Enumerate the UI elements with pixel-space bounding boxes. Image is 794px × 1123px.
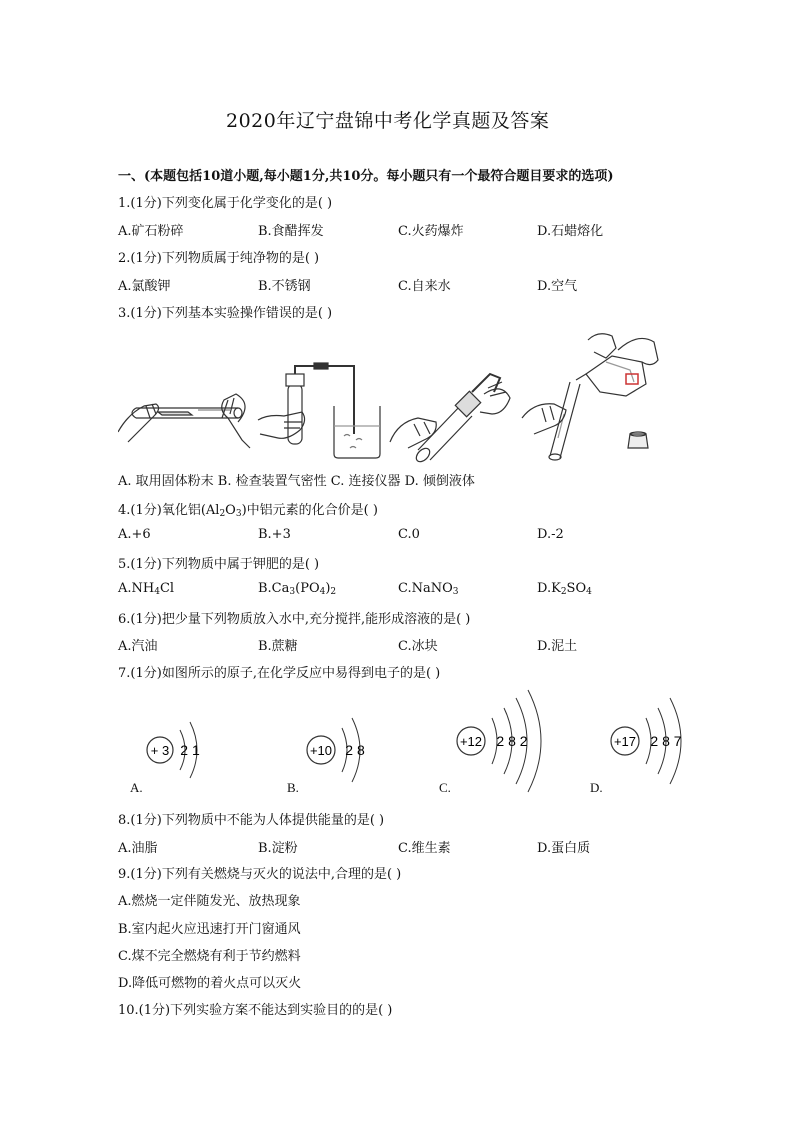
question-4-option-d: D.-2 — [537, 527, 564, 542]
question-4-option-c: C.0 — [398, 527, 420, 542]
question-9-option-b: B.室内起火应迅速打开门窗通风 — [118, 922, 301, 937]
question-5-option-d: $D.K_2SO_4$ — [537, 581, 592, 597]
atom-c-nucleus: +12 — [459, 734, 483, 749]
section-header: 一、(本题包括10道小题,每小题1分,共10分。每小题只有一个最符合题目要求的选项) — [118, 169, 614, 184]
atom-b-electrons: 2 8 — [345, 742, 365, 758]
pouring-liquid-illustration — [522, 334, 658, 460]
question-8-option-b: B.淀粉 — [258, 841, 298, 856]
question-3-stem: 3.(1分)下列基本实验操作错误的是( ) — [118, 306, 333, 321]
question-7-stem: 7.(1分)如图所示的原子,在化学反应中易得到电子的是( ) — [118, 666, 441, 681]
question-8-stem: 8.(1分)下列物质中不能为人体提供能量的是( ) — [118, 813, 385, 828]
question-9-option-c: C.煤不完全燃烧有利于节约燃料 — [118, 949, 301, 964]
atom-b-nucleus: +10 — [309, 743, 333, 758]
question-4-option-a: A.+6 — [118, 527, 151, 542]
question-9-option-a: A.燃烧一定伴随发光、放热现象 — [118, 894, 301, 909]
question-10-stem: 10.(1分)下列实验方案不能达到实验目的的是( ) — [118, 1003, 393, 1018]
question-9-stem: 9.(1分)下列有关燃烧与灭火的说法中,合理的是( ) — [118, 867, 402, 882]
atom-c-electrons: 2 8 2 — [496, 733, 528, 749]
atom-d-nucleus: +17 — [613, 734, 637, 749]
atom-d-label: D. — [590, 780, 603, 795]
question-1-stem: 1.(1分)下列变化属于化学变化的是( ) — [118, 196, 333, 211]
question-2-option-a: A.氯酸钾 — [118, 279, 171, 294]
atom-d-electrons: 2 8 7 — [650, 733, 682, 749]
question-1-option-c: C.火药爆炸 — [398, 224, 464, 239]
atom-c-label: C. — [439, 780, 451, 795]
question-4-stem: 4.(1分)氧化铝$(Al_2O_3)$中铝元素的化合价是( ) — [118, 503, 378, 519]
atom-a-electrons: 2 1 — [180, 742, 200, 758]
atom-structure-figure — [118, 686, 698, 802]
question-5-option-c: C.NaNO$_3$ — [398, 581, 459, 597]
question-9-option-d: D.降低可燃物的着火点可以灭火 — [118, 976, 302, 991]
question-4-option-b: B.+3 — [258, 527, 291, 542]
lab-operations-figure — [118, 322, 678, 468]
question-6-option-b: B.蔗糖 — [258, 639, 298, 654]
question-6-option-a: A.汽油 — [118, 639, 158, 654]
atom-a-label: A. — [130, 780, 143, 795]
question-1-option-b: B.食醋挥发 — [258, 224, 324, 239]
atom-diagram-d — [611, 698, 682, 784]
atom-diagram-c — [457, 690, 541, 792]
question-6-stem: 6.(1分)把少量下列物质放入水中,充分搅拌,能形成溶液的是( ) — [118, 612, 471, 627]
atom-a-nucleus: + 3 — [150, 743, 170, 758]
question-1-option-a: A.矿石粉碎 — [118, 224, 184, 239]
page-title: 2020年辽宁盘锦中考化学真题及答案 — [226, 110, 550, 132]
question-6-option-c: C.冰块 — [398, 639, 438, 654]
question-1-option-d: D.石蜡熔化 — [537, 224, 604, 239]
question-6-option-d: D.泥土 — [537, 639, 578, 654]
question-8-option-c: C.维生素 — [398, 841, 451, 856]
atom-b-label: B. — [287, 780, 299, 795]
airtightness-check-illustration — [258, 363, 380, 458]
question-5-option-a: $A.NH_4Cl$ — [118, 581, 175, 597]
question-8-option-d: D.蛋白质 — [537, 841, 591, 856]
question-5-option-b: $B.Ca_3(PO_4)_2$ — [258, 581, 337, 597]
atom-diagram-a — [147, 722, 200, 778]
question-2-stem: 2.(1分)下列物质属于纯净物的是( ) — [118, 251, 320, 266]
question-5-stem: 5.(1分)下列物质中属于钾肥的是( ) — [118, 557, 320, 572]
connecting-apparatus-illustration — [390, 374, 510, 464]
powder-sampling-illustration — [118, 394, 250, 448]
question-2-option-d: D.空气 — [537, 279, 578, 294]
question-3-captions: A. 取用固体粉末 B. 检查装置气密性 C. 连接仪器 D. 倾倒液体 — [118, 474, 475, 489]
question-8-option-a: A.油脂 — [118, 841, 158, 856]
question-2-option-c: C.自来水 — [398, 279, 451, 294]
question-2-option-b: B.不锈钢 — [258, 279, 311, 294]
atom-diagram-b — [307, 718, 365, 782]
